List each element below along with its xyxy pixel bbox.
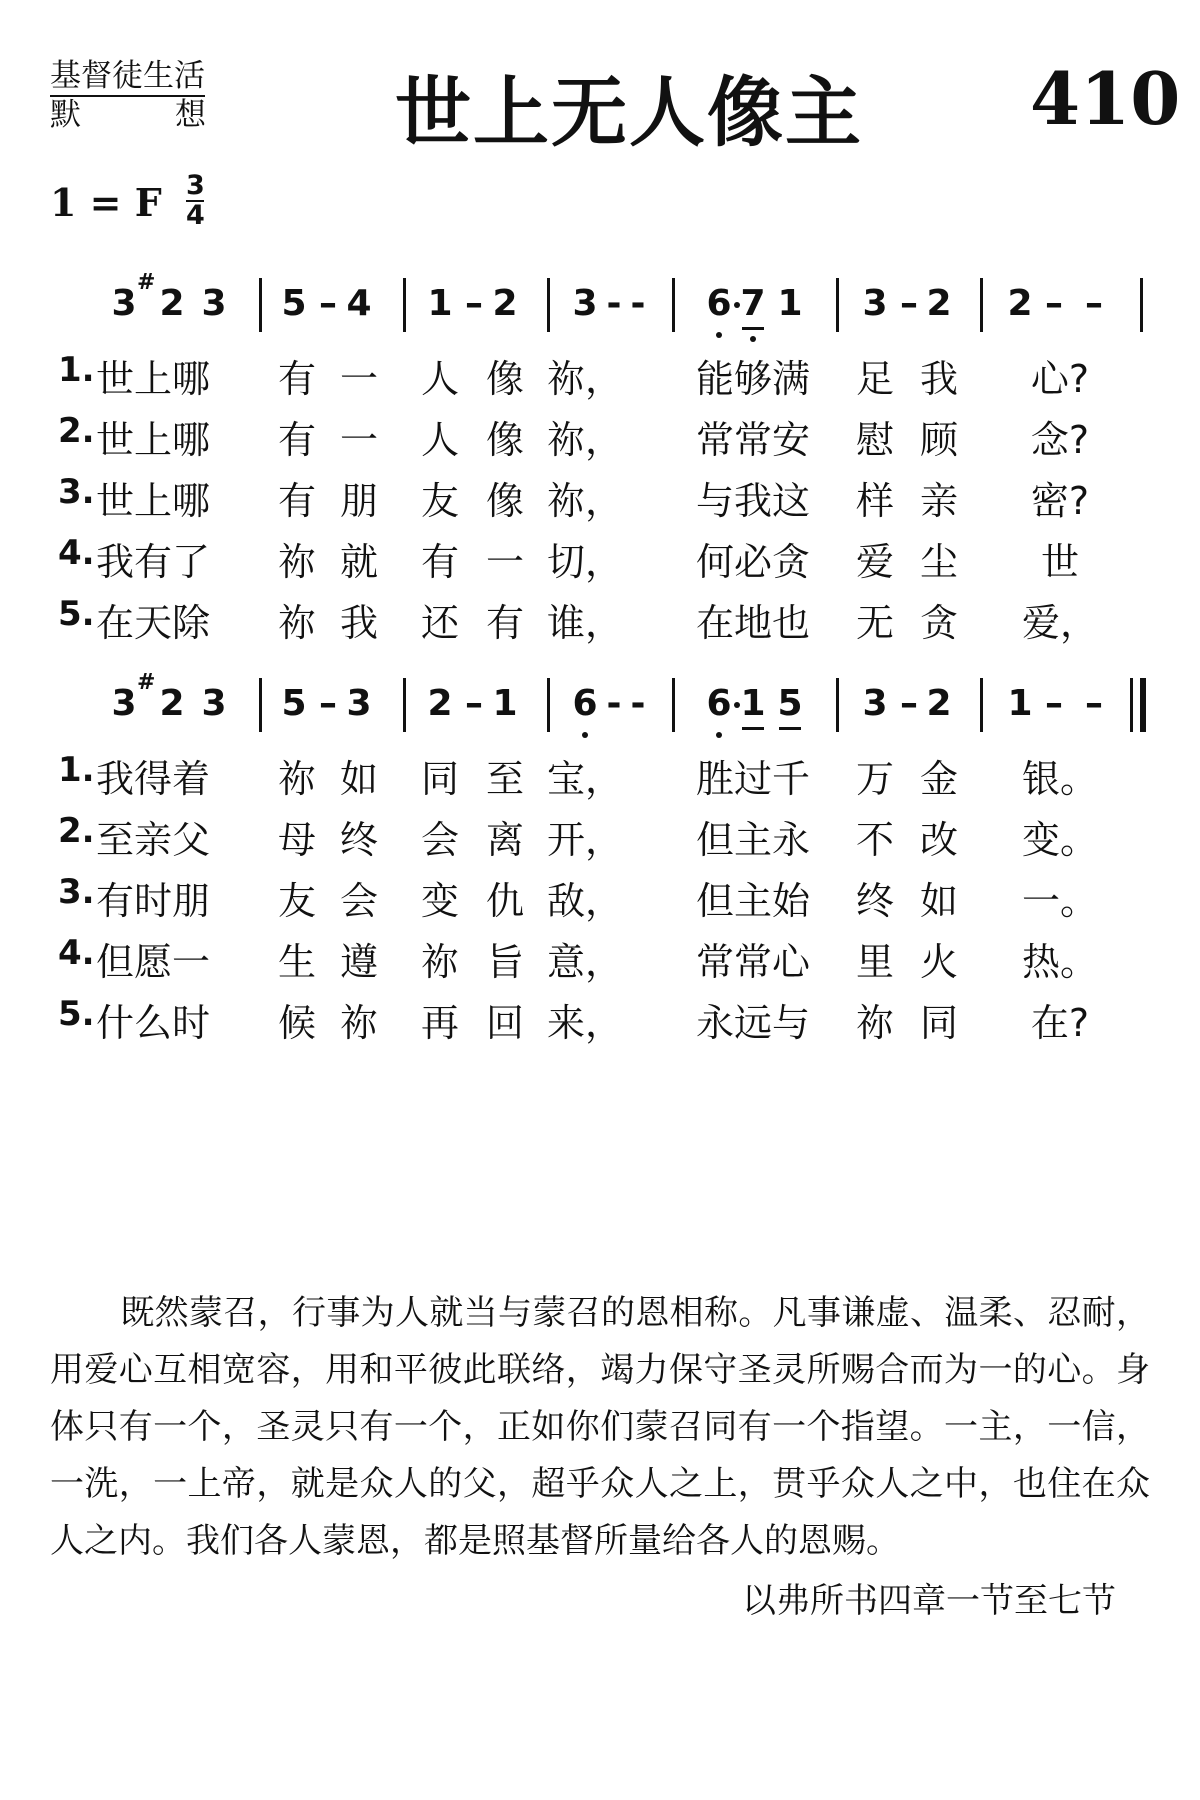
octave-dot bbox=[716, 332, 722, 338]
lyric-syllable: 仇 bbox=[485, 879, 525, 923]
category-line2-char: 想 bbox=[175, 97, 206, 133]
octave-dot bbox=[716, 732, 722, 738]
lyric-syllable: 有 bbox=[420, 540, 460, 584]
note: 6 bbox=[572, 683, 598, 724]
lyric-syllable: 不 bbox=[855, 818, 895, 862]
lyric-syllable: 有时朋 bbox=[95, 879, 211, 923]
lyric-syllable: 我 bbox=[919, 357, 959, 401]
note: - bbox=[630, 283, 646, 324]
lyric-syllable: 祢 bbox=[339, 1001, 379, 1045]
lyric-syllable: 母 bbox=[277, 818, 317, 862]
barline bbox=[547, 678, 550, 732]
sharp-accidental: # bbox=[137, 670, 156, 695]
lyric-syllable: 祢 bbox=[277, 601, 317, 645]
note: 2 bbox=[159, 683, 185, 724]
barline bbox=[672, 278, 675, 332]
sharp-accidental: # bbox=[137, 270, 156, 295]
lyric-syllable: 友 bbox=[420, 479, 460, 523]
note: 3 bbox=[111, 283, 137, 324]
lyric-syllable: 改 bbox=[919, 818, 959, 862]
note: 2 bbox=[926, 283, 952, 324]
lyric-syllable: 能够满 bbox=[695, 357, 811, 401]
verse-number: 1. bbox=[58, 750, 95, 790]
time-signature-top: 3 bbox=[186, 170, 205, 201]
lyric-syllable: 终 bbox=[855, 879, 895, 923]
lyric-syllable: 亲 bbox=[919, 479, 959, 523]
duration-underline bbox=[742, 727, 764, 730]
lyric-syllable: 一。 bbox=[1021, 879, 1099, 923]
lyric-syllable: 尘 bbox=[919, 540, 959, 584]
lyric-syllable: 祢 bbox=[277, 757, 317, 801]
lyric-syllable: 金 bbox=[919, 757, 959, 801]
lyric-syllable: 密? bbox=[1030, 479, 1090, 523]
lyric-syllable: 友 bbox=[277, 879, 317, 923]
verse-number: 1. bbox=[58, 350, 95, 390]
augmentation-dot bbox=[734, 702, 740, 708]
lyric-syllable: 里 bbox=[855, 940, 895, 984]
note: 1 bbox=[1007, 683, 1033, 724]
lyric-syllable: 有 bbox=[277, 418, 317, 462]
lyric-syllable: 无 bbox=[855, 601, 895, 645]
final-barline-thick bbox=[1140, 678, 1146, 732]
time-signature-bottom: 4 bbox=[186, 200, 205, 231]
verse-number: 5. bbox=[58, 594, 95, 634]
verse-number: 2. bbox=[58, 411, 95, 451]
time-signature bbox=[186, 170, 205, 231]
augmentation-dot bbox=[734, 302, 740, 308]
hymn-number: 410 bbox=[1030, 56, 1181, 141]
barline bbox=[836, 678, 839, 732]
note: - bbox=[606, 283, 622, 324]
lyric-syllable: 我 bbox=[339, 601, 379, 645]
barline bbox=[547, 278, 550, 332]
lyric-syllable: 有 bbox=[277, 357, 317, 401]
verse-number: 4. bbox=[58, 933, 95, 973]
lyric-syllable: 宝， bbox=[546, 757, 624, 801]
note: – bbox=[1085, 283, 1103, 324]
note: 2 bbox=[492, 283, 518, 324]
lyric-syllable: 切， bbox=[546, 540, 624, 584]
note: – bbox=[465, 683, 483, 724]
note: – bbox=[900, 283, 918, 324]
lyric-line bbox=[0, 809, 1200, 862]
lyric-syllable: 有 bbox=[485, 601, 525, 645]
lyric-syllable: 祢 bbox=[420, 940, 460, 984]
lyric-syllable: 祢 bbox=[277, 540, 317, 584]
lyric-line bbox=[0, 931, 1200, 984]
category-label bbox=[50, 58, 206, 133]
lyric-syllable: 像 bbox=[485, 418, 525, 462]
lyric-syllable: 我有了 bbox=[95, 540, 211, 584]
scripture-reference: 以弗所书四章一节至七节 bbox=[742, 1581, 1116, 1621]
lyric-syllable: 变 bbox=[420, 879, 460, 923]
note: 1 bbox=[777, 283, 803, 324]
lyric-line bbox=[0, 348, 1200, 401]
note: – bbox=[319, 683, 337, 724]
lyric-line bbox=[0, 870, 1200, 923]
note: 2 bbox=[427, 683, 453, 724]
lyric-line bbox=[0, 409, 1200, 462]
lyric-syllable: 再 bbox=[420, 1001, 460, 1045]
note: – bbox=[319, 283, 337, 324]
lyric-syllable: 来， bbox=[546, 1001, 624, 1045]
final-barline-thin bbox=[1130, 678, 1133, 732]
lyric-syllable: 心? bbox=[1030, 357, 1090, 401]
lyric-syllable: 祢， bbox=[546, 357, 624, 401]
lyric-syllable: 人 bbox=[420, 418, 460, 462]
scripture-text: 既然蒙召，行事为人就当与蒙召的恩相称。凡事谦虚、温柔、忍耐，用爱心互相宽容，用和平彼此联络，竭力保守圣灵所赐合而为一的心。身体只有一个，圣灵只有一个，正如你们蒙召同有一个指望。一主，一信，一洗，一上帝，就是众人的父，超乎众人之上，贯乎众人之中，也住在众人之内。我们各人蒙恩，都是照基督所量给各人的恩赐。 bbox=[50, 1293, 1150, 1561]
duration-underline bbox=[742, 327, 764, 330]
note: 3 bbox=[346, 683, 372, 724]
lyric-syllable: 意， bbox=[546, 940, 624, 984]
lyric-line bbox=[0, 470, 1200, 523]
lyric-syllable: 爱 bbox=[855, 540, 895, 584]
barline bbox=[980, 278, 983, 332]
scripture-passage bbox=[50, 1285, 1150, 1570]
note: 5 bbox=[777, 683, 803, 724]
lyric-syllable: 像 bbox=[485, 357, 525, 401]
barline bbox=[403, 678, 406, 732]
note: – bbox=[465, 283, 483, 324]
note: 2 bbox=[926, 683, 952, 724]
note: 4 bbox=[346, 283, 372, 324]
barline bbox=[403, 278, 406, 332]
lyric-syllable: 人 bbox=[420, 357, 460, 401]
lyric-line bbox=[0, 748, 1200, 801]
lyric-syllable: 在天除 bbox=[95, 601, 211, 645]
barline bbox=[980, 678, 983, 732]
lyric-syllable: 慰 bbox=[855, 418, 895, 462]
lyric-syllable: 永远与 bbox=[695, 1001, 811, 1045]
note: 2 bbox=[159, 283, 185, 324]
note: – bbox=[1045, 683, 1063, 724]
note: 3 bbox=[111, 683, 137, 724]
lyric-syllable: 但愿一 bbox=[95, 940, 211, 984]
lyric-syllable: 念? bbox=[1030, 418, 1090, 462]
lyric-syllable: 敌， bbox=[546, 879, 624, 923]
lyric-syllable: 足 bbox=[855, 357, 895, 401]
category-line2 bbox=[50, 97, 206, 133]
lyric-syllable: 一 bbox=[485, 540, 525, 584]
lyric-syllable: 变。 bbox=[1021, 818, 1099, 862]
verse-number: 2. bbox=[58, 811, 95, 851]
lyric-syllable: 在? bbox=[1030, 1001, 1090, 1045]
note: 3 bbox=[201, 683, 227, 724]
note: 1 bbox=[492, 683, 518, 724]
notation-row bbox=[0, 270, 1200, 342]
lyric-syllable: 胜过千 bbox=[695, 757, 811, 801]
barline bbox=[1140, 278, 1143, 332]
verse-number: 3. bbox=[58, 472, 95, 512]
lyric-syllable: 有 bbox=[277, 479, 317, 523]
lyric-syllable: 遵 bbox=[339, 940, 379, 984]
lyric-syllable: 银。 bbox=[1021, 757, 1099, 801]
lyric-syllable: 样 bbox=[855, 479, 895, 523]
note: 6 bbox=[706, 283, 732, 324]
note: 2 bbox=[1007, 283, 1033, 324]
lyric-syllable: 如 bbox=[339, 757, 379, 801]
lyric-syllable: 开， bbox=[546, 818, 624, 862]
lyric-syllable: 像 bbox=[485, 479, 525, 523]
lyric-syllable: 朋 bbox=[339, 479, 379, 523]
note: - bbox=[630, 683, 646, 724]
lyric-syllable: 一 bbox=[339, 418, 379, 462]
lyric-syllable: 爱， bbox=[1021, 601, 1099, 645]
verse-number: 4. bbox=[58, 533, 95, 573]
lyric-syllable: 至亲父 bbox=[95, 818, 211, 862]
lyric-syllable: 但主永 bbox=[695, 818, 811, 862]
octave-dot bbox=[750, 336, 756, 342]
notation-row bbox=[0, 670, 1200, 742]
barline bbox=[672, 678, 675, 732]
note: 3 bbox=[862, 683, 888, 724]
lyric-syllable: 世上哪 bbox=[95, 479, 211, 523]
note: 3 bbox=[201, 283, 227, 324]
lyric-syllable: 回 bbox=[485, 1001, 525, 1045]
lyric-syllable: 谁， bbox=[546, 601, 624, 645]
note: 5 bbox=[281, 683, 307, 724]
category-line1: 基督徒生活 bbox=[50, 58, 205, 97]
barline bbox=[259, 278, 262, 332]
lyric-syllable: 万 bbox=[855, 757, 895, 801]
lyric-syllable: 会 bbox=[339, 879, 379, 923]
category-line2-char: 默 bbox=[50, 97, 81, 133]
lyric-syllable: 世上哪 bbox=[95, 357, 211, 401]
note: – bbox=[1085, 683, 1103, 724]
lyric-syllable: 至 bbox=[485, 757, 525, 801]
lyric-syllable: 就 bbox=[339, 540, 379, 584]
note: – bbox=[1045, 283, 1063, 324]
note: 1 bbox=[740, 683, 766, 724]
note: 6 bbox=[706, 683, 732, 724]
lyric-syllable: 与我这 bbox=[695, 479, 811, 523]
lyric-syllable: 祢， bbox=[546, 418, 624, 462]
lyric-syllable: 离 bbox=[485, 818, 525, 862]
lyric-syllable: 如 bbox=[919, 879, 959, 923]
lyric-syllable: 祢 bbox=[855, 1001, 895, 1045]
lyric-syllable: 火 bbox=[919, 940, 959, 984]
note: - bbox=[606, 683, 622, 724]
lyric-syllable: 什么时 bbox=[95, 1001, 211, 1045]
lyric-syllable: 世上哪 bbox=[95, 418, 211, 462]
lyric-syllable: 生 bbox=[277, 940, 317, 984]
octave-dot bbox=[582, 732, 588, 738]
lyric-syllable: 贪 bbox=[919, 601, 959, 645]
lyric-syllable: 热。 bbox=[1021, 940, 1099, 984]
verse-number: 5. bbox=[58, 994, 95, 1034]
note: – bbox=[900, 683, 918, 724]
note: 3 bbox=[862, 283, 888, 324]
note: 3 bbox=[572, 283, 598, 324]
verse-number: 3. bbox=[58, 872, 95, 912]
hymn-title: 世上无人像主 bbox=[395, 68, 863, 157]
note: 7 bbox=[740, 283, 766, 324]
lyric-syllable: 常常安 bbox=[695, 418, 811, 462]
lyric-syllable: 何必贪 bbox=[695, 540, 811, 584]
barline bbox=[836, 278, 839, 332]
lyric-syllable: 在地也 bbox=[695, 601, 811, 645]
lyric-syllable: 终 bbox=[339, 818, 379, 862]
lyric-syllable: 候 bbox=[277, 1001, 317, 1045]
lyric-syllable: 祢， bbox=[546, 479, 624, 523]
lyric-syllable: 一 bbox=[339, 357, 379, 401]
lyric-syllable: 还 bbox=[420, 601, 460, 645]
barline bbox=[259, 678, 262, 732]
lyric-syllable: 常常心 bbox=[695, 940, 811, 984]
lyric-syllable: 但主始 bbox=[695, 879, 811, 923]
lyric-line bbox=[0, 992, 1200, 1045]
lyric-line bbox=[0, 531, 1200, 584]
duration-underline bbox=[779, 727, 801, 730]
note: 5 bbox=[281, 283, 307, 324]
lyric-line bbox=[0, 592, 1200, 645]
lyric-syllable: 同 bbox=[919, 1001, 959, 1045]
lyric-syllable: 我得着 bbox=[95, 757, 211, 801]
lyric-syllable: 旨 bbox=[485, 940, 525, 984]
lyric-syllable: 同 bbox=[420, 757, 460, 801]
note: 1 bbox=[427, 283, 453, 324]
lyric-syllable: 世 bbox=[1040, 540, 1080, 584]
lyric-syllable: 顾 bbox=[919, 418, 959, 462]
lyric-syllable: 会 bbox=[420, 818, 460, 862]
key-signature: 1 = F bbox=[50, 180, 162, 225]
